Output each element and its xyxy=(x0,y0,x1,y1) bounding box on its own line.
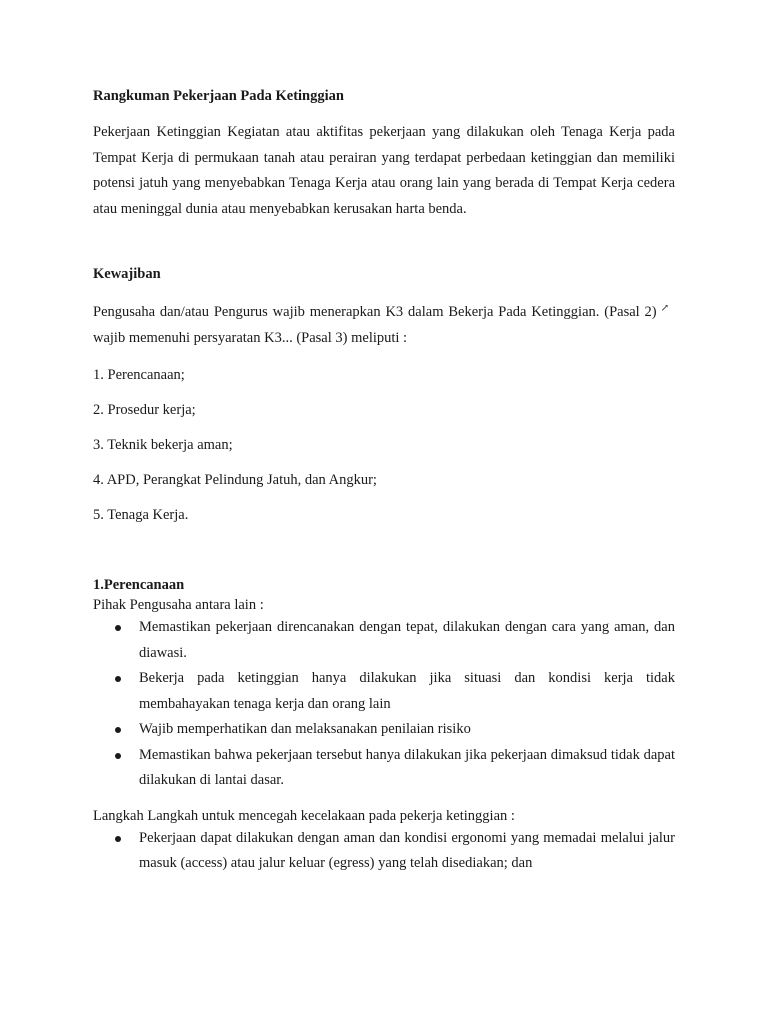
bullet-icon xyxy=(115,676,121,682)
list-item xyxy=(93,826,675,877)
document-title: Rangkuman Pekerjaan Pada Ketinggian xyxy=(93,88,344,104)
perencanaan-heading: 1.Perencanaan xyxy=(93,577,185,593)
kewajiban-item-4: 4. APD, Perangkat Pelindung Jatuh, dan Angkur; xyxy=(93,472,377,488)
bullet-icon xyxy=(115,625,121,631)
list-item xyxy=(93,743,675,794)
kewajiban-item-5: 5. Tenaga Kerja. xyxy=(93,507,189,523)
list-item-text: Memastikan pekerjaan direncanakan dengan tepat, dilakukan dengan cara yang aman, dan diawasi. xyxy=(139,619,675,661)
kewajiban-heading: Kewajiban xyxy=(93,266,161,282)
list-item-text: Pekerjaan dapat dilakukan dengan aman dan kondisi ergonomi yang memadai melalui jalur masuk (access) atau jalur keluar (egress) yang telah disediakan; dan xyxy=(139,829,675,871)
list-item xyxy=(93,666,675,717)
list-item xyxy=(93,717,675,743)
kewajiban-paragraph xyxy=(93,296,675,351)
kewajiban-item-1: 1. Perencanaan; xyxy=(93,367,185,383)
pihak-pengusaha-text: Pihak Pengusaha antara lain : xyxy=(93,597,264,613)
document-body xyxy=(93,86,675,877)
list-item-text: Memastikan bahwa pekerjaan tersebut hanya dilakukan jika pekerjaan dimaksud tidak dapat dilakukan di lantai dasar. xyxy=(139,746,675,788)
bullet-icon xyxy=(115,836,121,842)
kewajiban-item-2: 2. Prosedur kerja; xyxy=(93,402,196,418)
bullet-icon xyxy=(115,753,121,759)
langkah-text: Langkah Langkah untuk mencegah kecelakaan pada pekerja ketinggian : xyxy=(93,807,515,824)
list-item xyxy=(93,615,675,666)
bullet-icon xyxy=(115,727,121,733)
arrow-mark-icon: ↗ xyxy=(660,303,669,314)
intro-paragraph: Pekerjaan Ketinggian Kegiatan atau aktifitas pekerjaan yang dilakukan oleh Tenaga Kerja pada Tempat Kerja di permukaan tanah atau perairan yang terdapat perbedaan ketinggian dan memiliki potensi jatuh yang menyebabkan Tenaga Kerja atau orang lain yang berada di Tempat Kerja cedera atau meninggal dunia atau menyebabkan kerusakan harta benda. xyxy=(93,124,675,217)
kewajiban-text-part1: Pengusaha dan/atau Pengurus wajib menerapkan K3 dalam Bekerja Pada Ketinggian. (Pasal 2) xyxy=(93,304,657,320)
kewajiban-text-part2: wajib memenuhi persyaratan K3... (Pasal 3) meliputi : xyxy=(93,329,408,346)
perencanaan-bullet-list xyxy=(93,615,675,794)
kewajiban-item-3: 3. Teknik bekerja aman; xyxy=(93,437,233,453)
langkah-bullet-list xyxy=(93,826,675,877)
list-item-text: Wajib memperhatikan dan melaksanakan penilaian risiko xyxy=(139,721,471,737)
list-item-text: Bekerja pada ketinggian hanya dilakukan jika situasi dan kondisi kerja tidak membahayakan tenaga kerja dan orang lain xyxy=(139,670,675,712)
